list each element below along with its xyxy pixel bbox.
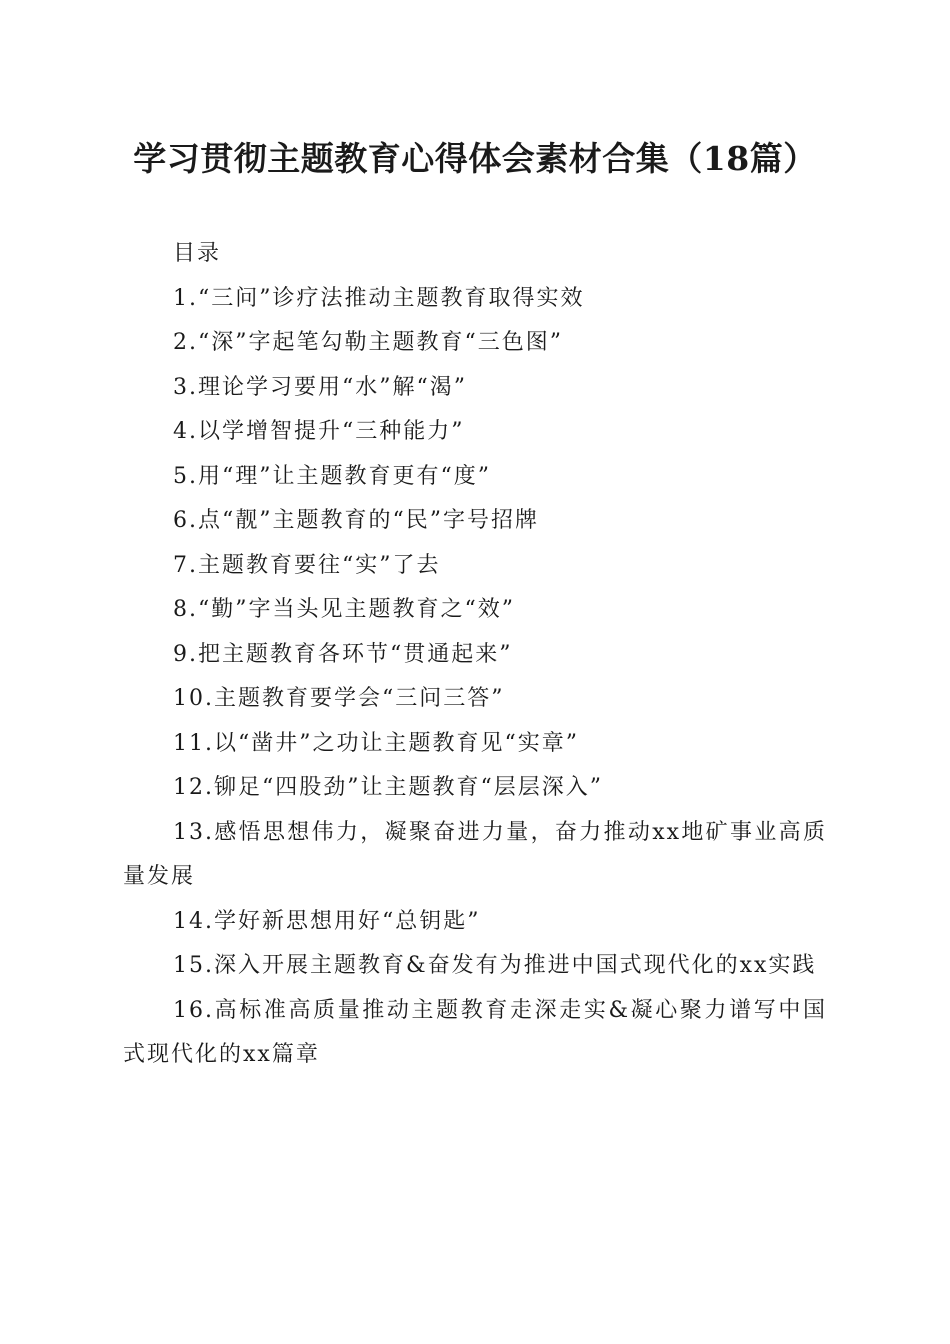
toc-item: 7.主题教育要往“实”了去 [173, 552, 441, 578]
toc-item: 16.高标准高质量推动主题教育走深走实&凝心聚力谱写中国式现代化的xx篇章 [123, 997, 827, 1067]
toc-item: 10.主题教育要学会“三问三答” [173, 686, 505, 711]
table-of-contents [123, 232, 827, 1078]
toc-item: 12.铆足“四股劲”让主题教育“层层深入” [173, 775, 603, 800]
toc-item: 1.“三问”诊疗法推动主题教育取得实效 [173, 285, 585, 311]
document-title: 学习贯彻主题教育心得体会素材合集（18篇） [133, 139, 817, 178]
toc-item: 13.感悟思想伟力，凝聚奋进力量，奋力推动xx地矿事业高质量发展 [123, 819, 827, 889]
toc-item: 2.“深”字起笔勾勒主题教育“三色图” [173, 330, 563, 355]
toc-item: 14.学好新思想用好“总钥匙” [173, 908, 481, 934]
toc-item: 4.以学增智提升“三种能力” [173, 419, 465, 444]
toc-heading: 目录 [173, 241, 222, 266]
toc-item: 5.用“理”让主题教育更有“度” [173, 463, 491, 489]
toc-item: 8.“勤”字当头见主题教育之“效” [173, 597, 515, 622]
toc-item: 11.以“凿井”之功让主题教育见“实章” [173, 730, 579, 756]
toc-item: 3.理论学习要用“水”解“渴” [173, 374, 467, 400]
toc-item: 15.深入开展主题教育&奋发有为推进中国式现代化的xx实践 [173, 953, 817, 978]
toc-item: 9.把主题教育各环节“贯通起来” [173, 641, 513, 667]
toc-item: 6.点“靓”主题教育的“民”字号招牌 [173, 508, 539, 533]
